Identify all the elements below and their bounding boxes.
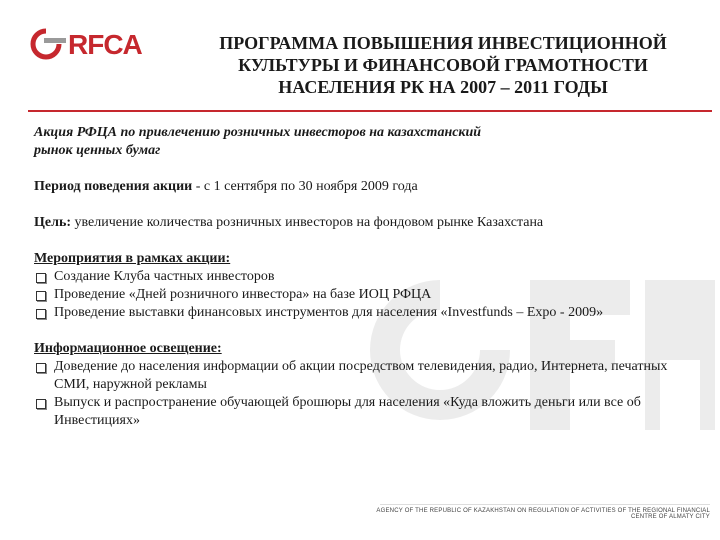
intro-line-1: Акция РФЦА по привлечению розничных инвесторов на казахстанский — [34, 125, 482, 140]
square-bullet-icon — [36, 273, 46, 283]
period-label: Период поведения акции — [34, 179, 193, 194]
intro-heading — [34, 124, 694, 160]
footer-agency-text: AGENCY OF THE REPUBLIC OF KAZAKHSTAN ON REGULATION OF ACTIVITIES OF THE REGIONAL FINANCIAL CENTRE OF ALMATY CITY — [376, 508, 710, 520]
list-item: Создание Клуба частных инвесторов — [34, 268, 694, 286]
goal-paragraph — [34, 214, 694, 232]
info-title: Информационное освещение: — [34, 341, 222, 356]
events-section — [34, 250, 694, 322]
title-line-1: ПРОГРАММА ПОВЫШЕНИЯ ИНВЕСТИЦИОННОЙ — [219, 33, 667, 53]
logo-text: RFCA — [68, 29, 142, 60]
info-list — [34, 358, 694, 430]
period-value: - с 1 сентября по 30 ноября 2009 года — [192, 179, 418, 194]
square-bullet-icon — [36, 291, 46, 301]
goal-label: Цель: — [34, 215, 72, 230]
intro-line-2: рынок ценных бумаг — [34, 143, 161, 158]
list-item: Проведение выставки финансовых инструментов для населения «Investfunds – Expo - 2009» — [34, 304, 694, 322]
header-divider — [28, 110, 712, 112]
info-section — [34, 340, 694, 430]
square-bullet-icon — [36, 363, 46, 373]
events-title: Мероприятия в рамках акции: — [34, 251, 231, 266]
period-paragraph — [34, 178, 694, 196]
rfca-logo — [30, 28, 150, 60]
title-line-2: КУЛЬТУРЫ И ФИНАНСОВОЙ ГРАМОТНОСТИ — [238, 55, 648, 75]
square-bullet-icon — [36, 309, 46, 319]
footer-divider — [380, 504, 710, 505]
page-title — [178, 32, 708, 98]
list-item: Проведение «Дней розничного инвестора» на базе ИОЦ РФЦА — [34, 286, 694, 304]
square-bullet-icon — [36, 399, 46, 409]
title-line-3: НАСЕЛЕНИЯ РК НА 2007 – 2011 ГОДЫ — [278, 77, 608, 97]
goal-value: увеличение количества розничных инвесторов на фондовом рынке Казахстана — [71, 215, 544, 230]
rfca-logo-mark-icon — [30, 28, 66, 60]
content — [34, 124, 694, 430]
list-item: Выпуск и распространение обучающей брошюры для населения «Куда вложить деньги или все об Инвестициях» — [34, 394, 694, 430]
list-item: Доведение до населения информации об акции посредством телевидения, радио, Интернета, печатных СМИ, наружной рекламы — [34, 358, 694, 394]
events-list — [34, 268, 694, 322]
